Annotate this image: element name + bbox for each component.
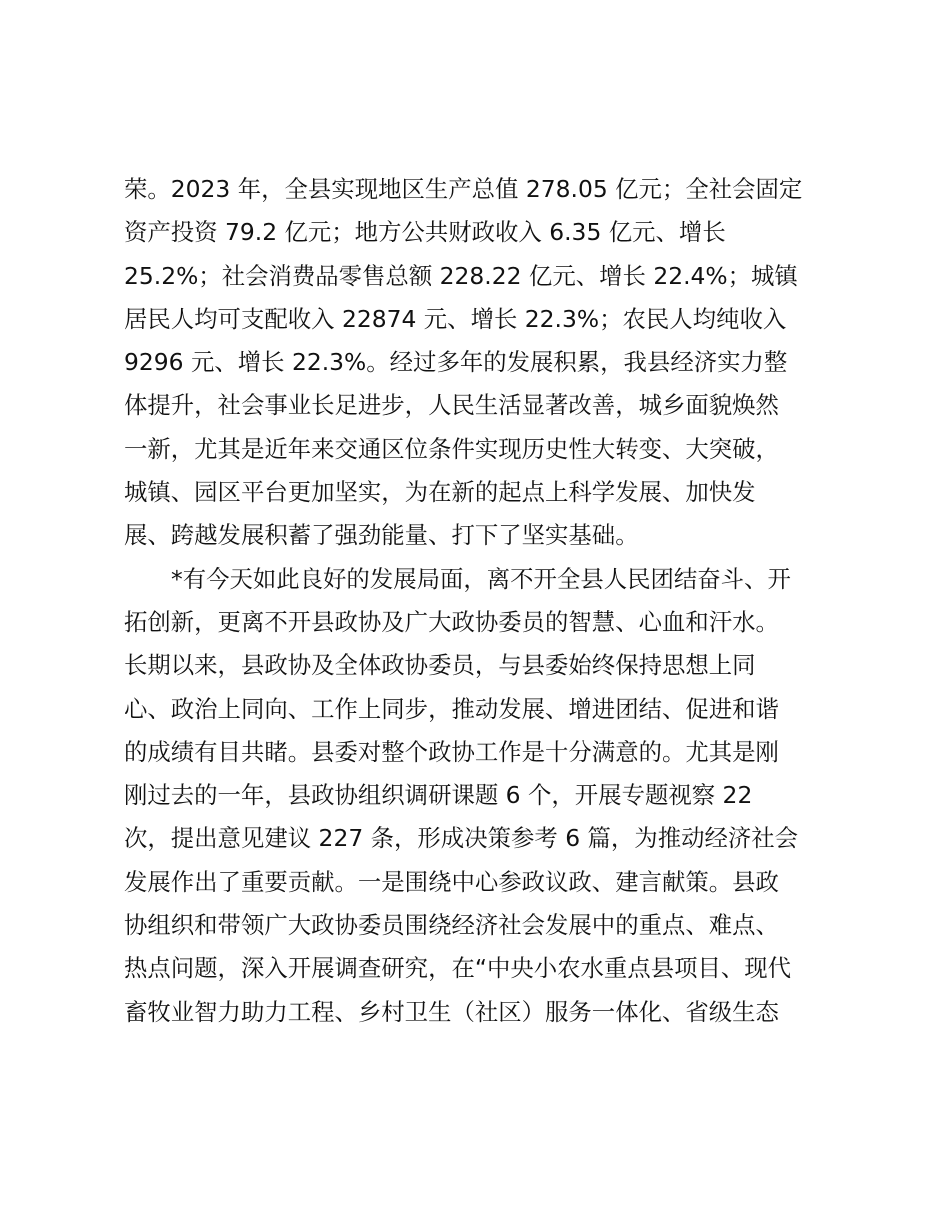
text-line: 资产投资 79.2 亿元；地方公共财政收入 6.35 亿元、增长 xyxy=(124,218,726,247)
text-line: 长期以来，县政协及全体政协委员，与县委始终保持思想上同 xyxy=(124,651,756,680)
text-line: 一新，尤其是近年来交通区位条件实现历史性大转变、大突破， xyxy=(124,434,779,463)
text-line: 拓创新，更离不开县政协及广大政协委员的智慧、心血和汗水。 xyxy=(124,607,779,636)
text-line: 荣。2023 年，全县实现地区生产总值 278.05 亿元；全社会固定 xyxy=(124,175,803,203)
text-line: 居民人均可支配收入 22874 元、增长 22.3%；农民人均纯收入 xyxy=(124,304,787,333)
text-line: 体提升，社会事业长足进步，人民生活显著改善，城乡面貌焕然 xyxy=(124,391,779,420)
text-line: 协组织和带领广大政协委员围绕经济社会发展中的重点、难点、 xyxy=(124,911,779,940)
paragraph-2 xyxy=(124,558,844,1034)
text-line: 刚过去的一年，县政协组织调研课题 6 个，开展专题视察 22 xyxy=(124,781,753,810)
text-line: 畜牧业智力助力工程、乡村卫生（社区）服务一体化、省级生态 xyxy=(124,997,779,1026)
text-line: 9296 元、增长 22.3%。经过多年的发展积累，我县经济实力整 xyxy=(124,348,788,377)
text-line: 热点问题，深入开展调查研究，在“中央小农水重点县项目、现代 xyxy=(124,954,792,983)
text-line: 心、政治上同向、工作上同步，推动发展、增进团结、促进和谐 xyxy=(124,694,779,723)
text-line: 展、跨越发展积蓄了强劲能量、打下了坚实基础。 xyxy=(124,521,639,550)
text-line: *有今天如此良好的发展局面，离不开全县人民团结奋斗、开 xyxy=(171,564,791,593)
paragraph-1 xyxy=(124,168,844,558)
text-line: 发展作出了重要贡献。一是围绕中心参政议政、建言献策。县政 xyxy=(124,867,779,896)
text-line: 城镇、园区平台更加坚实，为在新的起点上科学发展、加快发 xyxy=(124,478,756,507)
body-text xyxy=(124,168,844,1034)
text-line: 25.2%；社会消费品零售总额 228.22 亿元、增长 22.4%；城镇 xyxy=(124,261,798,290)
text-line: 次，提出意见建议 227 条，形成决策参考 6 篇，为推动经济社会 xyxy=(124,824,799,853)
text-line: 的成绩有目共睹。县委对整个政协工作是十分满意的。尤其是刚 xyxy=(124,737,779,766)
